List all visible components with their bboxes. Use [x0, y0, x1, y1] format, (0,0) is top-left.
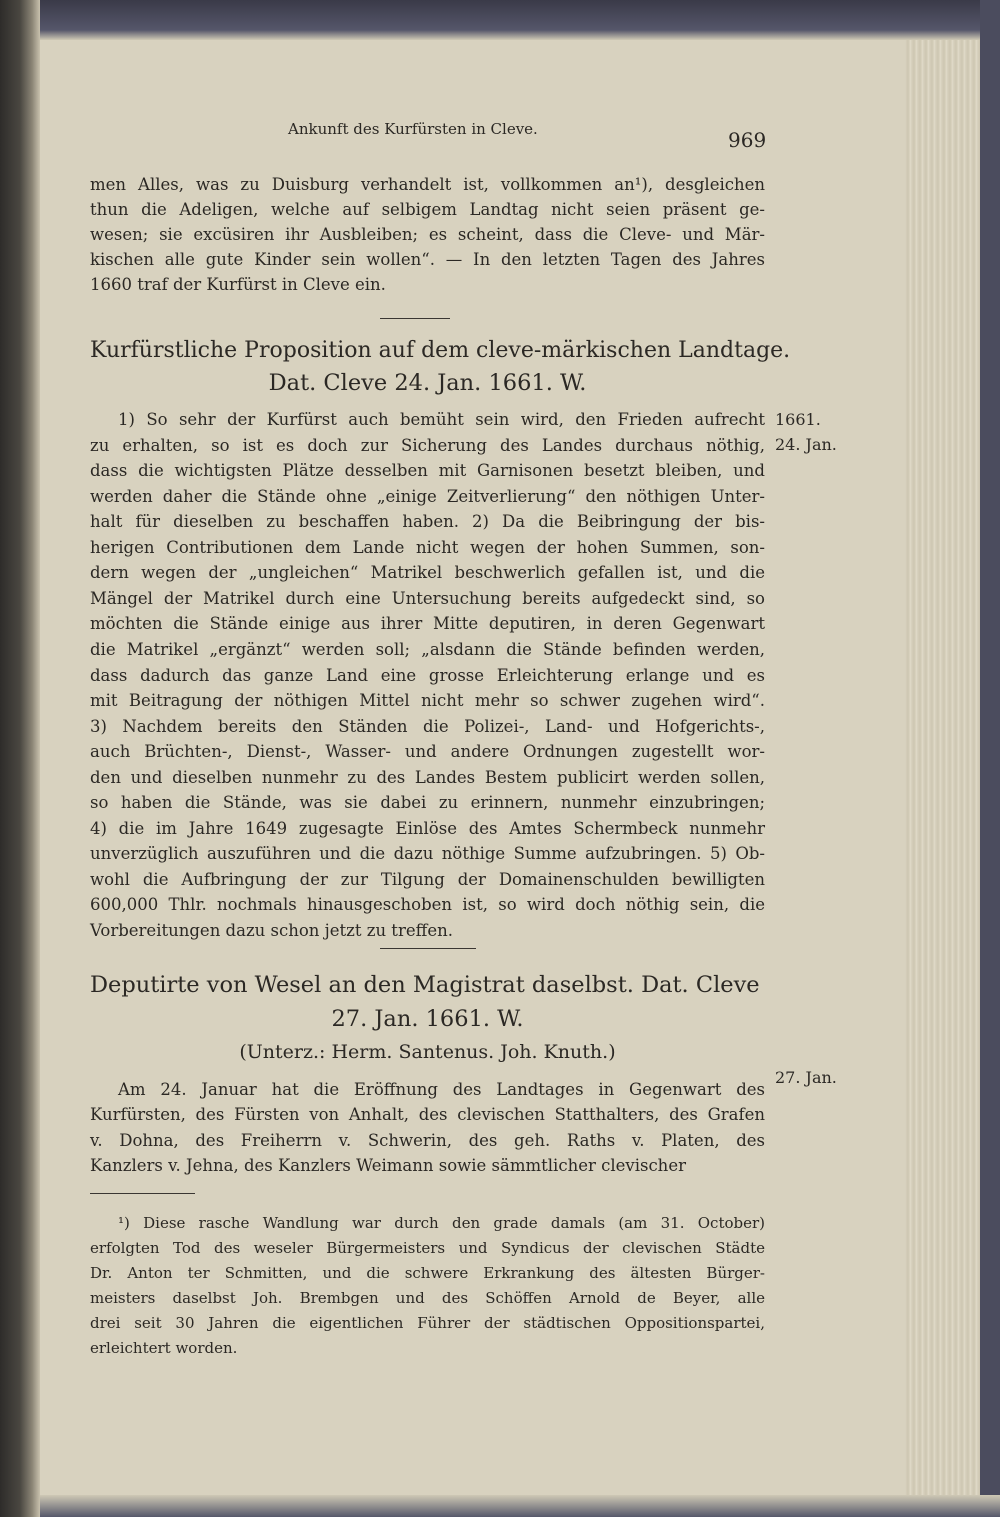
right-cover-edge — [980, 0, 1000, 1517]
text-line: dass dadurch das ganze Land eine grosse Erleichterung erlange und es — [90, 665, 765, 685]
text-line: Kanzlers v. Jehna, des Kanzlers Weimann sowie sämmtlicher clevischer — [90, 1155, 686, 1175]
section2-title: Deputirte von Wesel an den Magistrat daselbst. Dat. Cleve — [90, 972, 760, 998]
text-line: Dr. Anton ter Schmitten, und die schwere Erkrankung des ältesten Bürger- — [90, 1264, 765, 1282]
page-number: 969 — [728, 128, 767, 152]
section-divider — [380, 318, 450, 319]
text-line: so haben die Stände, was sie dabei zu erinnern, nunmehr einzubringen; — [90, 793, 765, 813]
text-line: erfolgten Tod des weseler Bürgermeisters und Syndicus der clevischen Städte — [90, 1239, 765, 1257]
text-line: werden daher die Stände ohne „einige Zeitverlierung“ den nöthigen Unter- — [90, 486, 765, 506]
section2-title-date: 27. Jan. 1661. W. — [331, 1006, 524, 1032]
text-line: Kurfürsten, des Fürsten von Anhalt, des clevischen Statthalters, des Grafen — [90, 1105, 765, 1125]
text-line: halt für dieselben zu beschaffen haben. 2) Da die Beibringung der bis- — [90, 512, 765, 532]
footnote-rule — [90, 1193, 195, 1194]
text-line: meisters daselbst Joh. Brembgen und des Schöffen Arnold de Beyer, alle — [90, 1289, 765, 1307]
text-line: 1660 traf der Kurfürst in Cleve ein. — [90, 275, 386, 294]
text-line: zu erhalten, so ist es doch zur Sicherung des Landes durchaus nöthig, — [90, 435, 765, 455]
text-line: erleichtert worden. — [90, 1339, 238, 1357]
text-line: wohl die Aufbringung der zur Tilgung der Domainenschulden bewilligten — [90, 869, 765, 889]
text-line: dass die wichtigsten Plätze desselben mit Garnisonen besetzt bleiben, und — [90, 461, 765, 481]
margin-note-date: 24. Jan. — [775, 435, 837, 454]
text-line: Vorbereitungen dazu schon jetzt zu treffen. — [90, 921, 453, 940]
text-line: unverzüglich auszuführen und die dazu nöthige Summe aufzubringen. 5) Ob- — [90, 844, 765, 864]
section1-title: Kurfürstliche Proposition auf dem cleve-märkischen Landtage. — [90, 338, 791, 363]
text-line: kischen alle gute Kinder sein wollen“. — In den letzten Tagen des Jahres — [90, 250, 765, 269]
text-line: möchten die Stände einige aus ihrer Mitte deputiren, in deren Gegenwart — [90, 614, 765, 634]
text-line: 3) Nachdem bereits den Ständen die Polizei-, Land- und Hofgerichts-, — [90, 716, 765, 736]
margin-note-year: 1661. — [775, 410, 821, 429]
text-line: men Alles, was zu Duisburg verhandelt ist, vollkommen an¹), desgleichen — [90, 175, 765, 194]
section2-signatories: (Unterz.: Herm. Santenus. Joh. Knuth.) — [239, 1041, 616, 1063]
text-line: thun die Adeligen, welche auf selbigem Landtag nicht seien präsent ge- — [90, 200, 765, 219]
text-line: v. Dohna, des Freiherrn v. Schwerin, des geh. Raths v. Platen, des — [90, 1130, 765, 1150]
text-line: dern wegen der „ungleichen“ Matrikel beschwerlich gefallen ist, und die — [90, 563, 765, 583]
text-line: wesen; sie excüsiren ihr Ausbleiben; es scheint, dass die Cleve- und Mär- — [90, 225, 765, 244]
text-line: mit Beitragung der nöthigen Mittel nicht mehr so schwer zugehen wird“. — [90, 691, 765, 711]
text-line: herigen Contributionen dem Lande nicht wegen der hohen Summen, son- — [90, 537, 765, 557]
section1-dateline: Dat. Cleve 24. Jan. 1661. W. — [268, 370, 587, 396]
text-line: drei seit 30 Jahren die eigentlichen Führer der städtischen Oppositionspartei, — [90, 1314, 765, 1332]
text-line: Am 24. Januar hat die Eröffnung des Landtages in Gegenwart des — [118, 1080, 765, 1099]
text-line: den und dieselben nunmehr zu des Landes Bestem publicirt werden sollen, — [90, 767, 765, 787]
bottom-cover-edge — [40, 1495, 1000, 1517]
left-page-gutter — [0, 0, 40, 1517]
text-line: 600,000 Thlr. nochmals hinausgeschoben ist, so wird doch nöthig sein, die — [90, 895, 765, 915]
text-line: ¹) Diese rasche Wandlung war durch den grade damals (am 31. October) — [118, 1214, 765, 1232]
margin-note-date: 27. Jan. — [775, 1068, 837, 1087]
top-cover-edge — [40, 0, 1000, 40]
text-line: die Matrikel „ergänzt“ werden soll; „alsdann die Stände befinden werden, — [90, 639, 765, 659]
text-line: Mängel der Matrikel durch eine Untersuchung bereits aufgedeckt sind, so — [90, 588, 765, 608]
section-divider — [380, 948, 476, 949]
text-line: 1) So sehr der Kurfürst auch bemüht sein wird, den Frieden aufrecht — [118, 410, 765, 429]
text-line: 4) die im Jahre 1649 zugesagte Einlöse des Amtes Schermbeck nunmehr — [90, 818, 765, 838]
running-head: Ankunft des Kurfürsten in Cleve. — [288, 120, 538, 138]
text-line: auch Brüchten-, Dienst-, Wasser- und andere Ordnungen zugestellt wor- — [90, 742, 765, 762]
